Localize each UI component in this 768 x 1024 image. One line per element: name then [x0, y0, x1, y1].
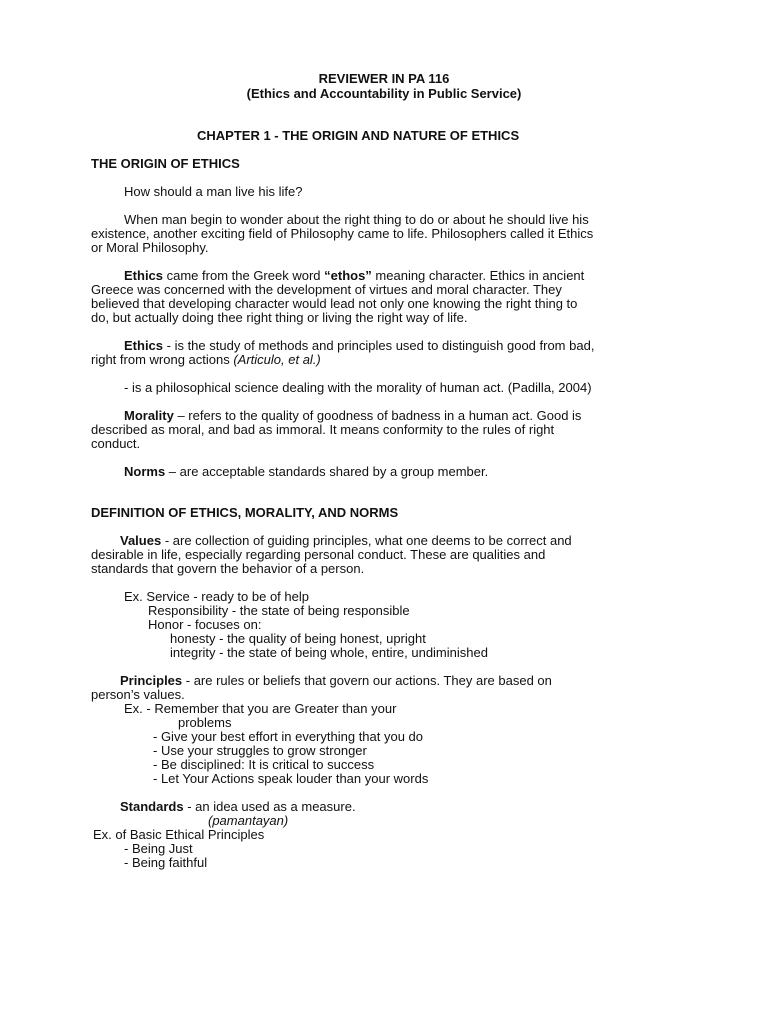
principles-example: - Give your best effort in everything that you do — [153, 729, 424, 744]
principles-example: - Use your struggles to grow stronger — [153, 743, 367, 758]
term-morality: Morality — [124, 408, 174, 423]
ethical-principles-title: Ex. of Basic Ethical Principles — [93, 827, 265, 842]
values-line: standards that govern the behavior of a person. — [91, 561, 365, 576]
principles-example: - Be disciplined: It is critical to success — [153, 757, 375, 772]
values-line: desirable in life, especially regarding personal conduct. These are qualities and — [91, 547, 546, 562]
para2-line: do, but actually doing thee right thing or living the right way of life. — [91, 310, 468, 325]
principles-line: person’s values. — [91, 687, 185, 702]
values-example: Ex. Service - ready to be of help — [124, 589, 309, 604]
principles-example: Ex. - Remember that you are Greater than your — [124, 701, 397, 716]
ethical-principle-item: - Being Just — [124, 841, 193, 856]
norms-line: Norms – are acceptable standards shared by a group member. — [124, 464, 489, 479]
principles-line: Principles - are rules or beliefs that govern our actions. They are based on — [120, 673, 552, 688]
standards-line: Standards - an idea used as a measure. — [120, 799, 356, 814]
values-line: Values - are collection of guiding principles, what one deems to be correct and — [120, 533, 572, 548]
values-example: Honor - focuses on: — [148, 617, 262, 632]
ethics-definition-line: right from wrong actions (Articulo, et al.) — [91, 352, 321, 367]
citation: (Articulo, et al.) — [233, 352, 321, 367]
term-values: Values — [120, 533, 162, 548]
section-heading-origin: THE ORIGIN OF ETHICS — [91, 156, 240, 171]
chapter-title: CHAPTER 1 - THE ORIGIN AND NATURE OF ETHICS — [197, 128, 520, 143]
term-norms: Norms — [124, 464, 166, 479]
values-example: Responsibility - the state of being responsible — [148, 603, 410, 618]
morality-line: described as moral, and bad as immoral. It means conformity to the rules of right — [91, 422, 555, 437]
morality-line: conduct. — [91, 436, 141, 451]
term-principles: Principles — [120, 673, 183, 688]
term-ethics: Ethics — [124, 338, 164, 353]
section-heading-definition: DEFINITION OF ETHICS, MORALITY, AND NORMS — [91, 505, 399, 520]
standards-translation: (pamantayan) — [208, 813, 289, 828]
term-ethics: Ethics — [124, 268, 164, 283]
term-standards: Standards — [120, 799, 184, 814]
para1-line: or Moral Philosophy. — [91, 240, 209, 255]
term-ethos: “ethos” — [324, 268, 372, 283]
para2-line: believed that developing character would lead not only one knowing the right thing to — [91, 296, 578, 311]
para1-line: existence, another exciting field of Philosophy came to life. Philosophers called it Ethics — [91, 226, 594, 241]
para2-line: Ethics came from the Greek word “ethos” meaning character. Ethics in ancient — [124, 268, 585, 283]
ethical-principle-item: - Being faithful — [124, 855, 208, 870]
values-example: integrity - the state of being whole, entire, undiminished — [170, 645, 488, 660]
document-title: REVIEWER IN PA 116 — [318, 71, 450, 86]
morality-line: Morality – refers to the quality of goodness of badness in a human act. Good is — [124, 408, 582, 423]
document-subtitle: (Ethics and Accountability in Public Service) — [246, 86, 522, 101]
question-text: How should a man live his life? — [124, 184, 303, 199]
principles-example: - Let Your Actions speak louder than your words — [153, 771, 429, 786]
principles-example: problems — [178, 715, 232, 730]
ethics-definition-2: - is a philosophical science dealing with the morality of human act. (Padilla, 2004) — [124, 380, 592, 395]
para2-line: Greece was concerned with the development of virtues and moral character. They — [91, 282, 562, 297]
para1-line: When man begin to wonder about the right thing to do or about he should live his — [124, 212, 589, 227]
ethics-definition-line: Ethics - is the study of methods and principles used to distinguish good from bad, — [124, 338, 595, 353]
values-example: honesty - the quality of being honest, upright — [170, 631, 426, 646]
